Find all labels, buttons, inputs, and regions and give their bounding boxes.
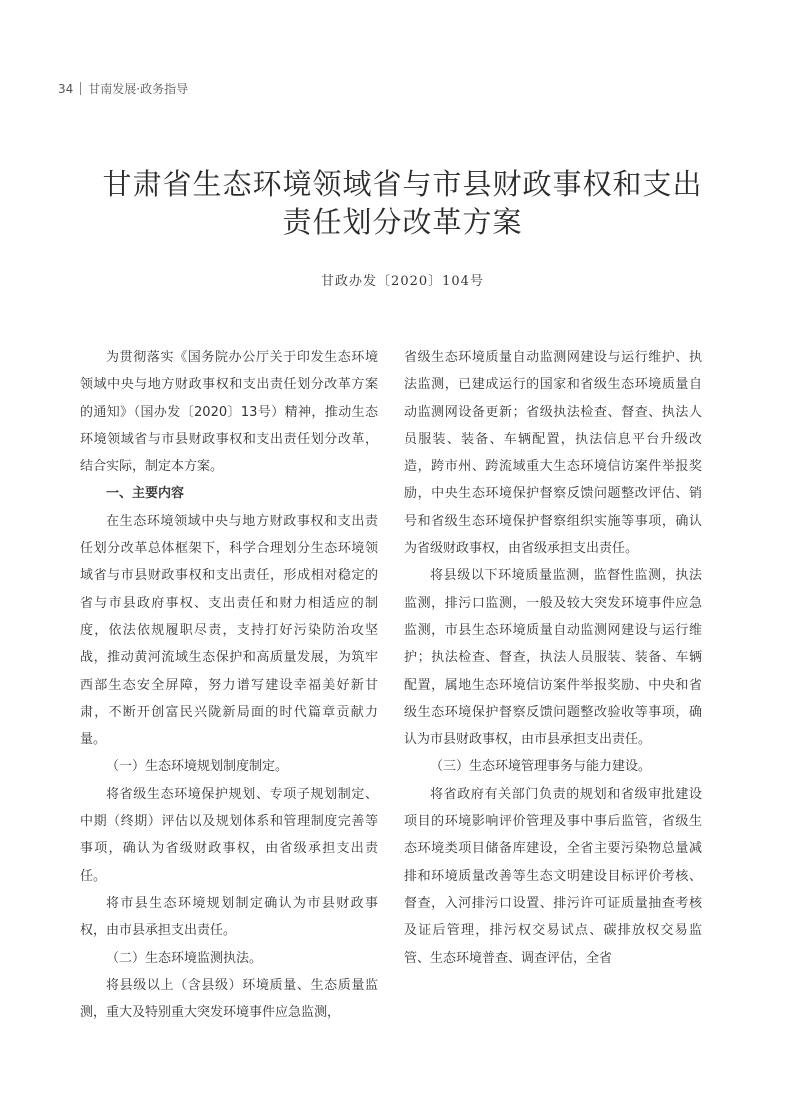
paragraph-continuation: 省级生态环境质量自动监测网建设与运行维护、执法监测，已建成运行的国家和省级生态环境质量自动监测网设备更新；省级执法检查、督查、执法人员服装、装备、车辆配置，执法信息平台升级改造，跨市州、跨流域重大生态环境信访案件举报奖励，中央生态环境保护督察反馈问题整改评估、销号和省级生态环境保护督察组织实施等事项，确认为省级财政事权，由省级承担支出责任。 <box>404 350 702 557</box>
left-column <box>80 344 378 1026</box>
paragraph: 将省级生态环境保护规划、专项子规划制定、中期（终期）评估以及规划体系和管理制度完善等事项，确认为省级财政事权，由省级承担支出责任。 <box>80 786 378 884</box>
running-header <box>58 80 188 97</box>
subsection-heading: （二）生态环境监测执法。 <box>106 950 263 966</box>
header-divider <box>80 82 81 95</box>
subsection-heading: （一）生态环境规划制度制定。 <box>106 759 289 775</box>
paragraph: 将县级以上（含县级）环境质量、生态质量监测，重大及特别重大突发环境事件应急监测， <box>80 977 378 1021</box>
section-heading: 一、主要内容 <box>106 486 185 502</box>
document-title <box>40 165 765 241</box>
page-number: 34 <box>58 81 74 96</box>
paragraph: 将市县生态环境规划制定确认为市县财政事权，由市县承担支出责任。 <box>80 895 378 939</box>
paragraph: 将县级以下环境质量监测，监督性监测，执法监测，排污口监测，一般及较大突发环境事件应急监测，市县生态环境质量自动监测网建设与运行维护；执法检查、督查，执法人员服装、装备、车辆配置，属地生态环境信访案件举报奖励、中央和省级生态环境保护督察反馈问题整改验收等事项，确认为市县财政事权，由市县承担支出责任。 <box>404 568 702 748</box>
document-number: 甘政办发〔2020〕104号 <box>321 274 484 289</box>
paragraph: 在生态环境领域中央与地方财政事权和支出责任划分改革总体框架下，科学合理划分生态环境领域省与市县财政事权和支出责任，形成相对稳定的省与市县政府事权、支出责任和财力相适应的制度，依法依规履职尽责，支持打好污染防治攻坚战，推动黄河流域生态保护和高质量发展，为筑牢西部生态安全屏障，努力谱写建设幸福美好新甘肃，不断开创富民兴陇新局面的时代篇章贡献力量。 <box>80 513 378 748</box>
paragraph: 为贯彻落实《国务院办公厅关于印发生态环境领域中央与地方财政事权和支出责任划分改革方案的通知》（国办发〔2020〕13号）精神，推动生态环境领域省与市县财政事权和支出责任划分改革，结合实际，制定本方案。 <box>80 350 378 475</box>
paragraph: 将省政府有关部门负责的规划和省级审批建设项目的环境影响评价管理及事中事后监管，省级生态环境类项目储备库建设，全省主要污染物总量减排和环境质量改善等生态文明建设目标评价考核、督查，入河排污口设置、排污许可证质量抽查考核及证后管理，排污权交易试点、碳排放权交易监管、生态环境普查、调查评估，全省 <box>404 786 702 966</box>
subsection-heading: （三）生态环境管理事务与能力建设。 <box>430 759 652 775</box>
title-line-2: 责任划分改革方案 <box>282 205 523 239</box>
right-column <box>404 344 702 972</box>
section-name: 甘南发展·政务指导 <box>88 82 189 96</box>
title-line-1: 甘肃省生态环境领域省与市县财政事权和支出 <box>102 167 703 201</box>
